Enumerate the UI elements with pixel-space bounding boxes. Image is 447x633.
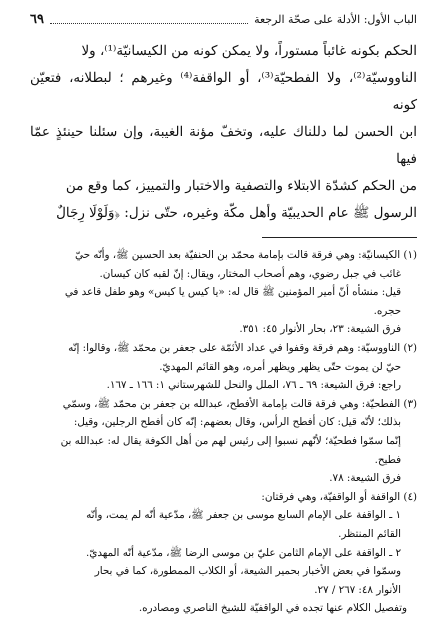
footnote-line: ٢ ـ الواقفة على الإمام الثامن عليّ بن موسى الرضا ﷺ، مدّعية أنّه المهديّ. [85,546,401,559]
footnote-separator [262,237,417,238]
running-header [30,10,417,28]
footnote-line: قيل: منشأه أنّ أمير المؤمنين ﷺ قال له: «يا كيس يا كيس» وهو طفل قاعد في [64,286,401,299]
footnote-line: فرق الشيعة: ٧٨. [329,472,401,485]
footnotes [26,246,417,618]
footnote-line: (٢) الناووسيّة: وهم فرقة وقفوا في عداد الأئمّة على جعفر بن محمّد ﷺ، وقالوا: إنّه [68,341,417,354]
footnote-line: الأنوار ٤٨: ٢٦٧ / ٢٧. [314,583,401,596]
footnote-line: إنّما سمّوا فطحيّة؛ لأنّهم نسبوا إلى رئيس لهم من أهل الكوفة يقال له: عبدالله بن [60,434,401,447]
footnote-line: حيّ لن يموت حتّى يظهر ويظهر أمره، وهو القائم المهديّ. [159,360,401,373]
footnote-line: فطيح. [374,453,401,466]
footnote-line: بذلك؛ لأنّه قيل: كان أفطح الرأس، وقال بعضهم: إنّه كان أفطح الرجلين، وقيل: [73,416,401,429]
footnote-line: حجره. [373,304,401,317]
footnote-line: (١) الكيسانيّة: وهي فرقة قالت بإمامة محمّد بن الحنفيّة بعد الحسين ﷺ، وأنّه حيّ [75,249,417,261]
footnote-line: راجع: فرق الشيعة: ٦٩ ـ ٧٦، الملل والنحل للشهرستاني ١: ١٦٦ ـ ١٦٧. [106,379,401,392]
footnote-line: (٣) الفطحيّة: وهي فرقة قالت بإمامة الأفطح، عبدالله بن جعفر بن محمّد ﷺ، وسمّي [62,397,417,410]
footnote-line: غائب في جبل رضوي، وهم أصحاب المختار، ويقال: إنّ لقبه كان كيسان. [99,267,401,280]
footnote-line: وتفصيل الكلام عنها تجده في الواقفيّة للشيخ الناصري ومصادره. [138,602,407,615]
footnote-line: ١ ـ الواقفة على الإمام السابع موسى بن جعفر ﷺ، مدّعية أنّه لم يمت، وأنّه [86,509,401,522]
header-dot-leader [50,15,248,24]
main-text [30,38,417,227]
footnote-line: القائم المنتظر. [338,527,401,540]
main-text-line: الحكم بكونه غائباً مستوراً، ولا يمكن كونه من الكيسانيّة⁽¹⁾، ولا [81,43,417,59]
footnote-line: (٤) الواقفة أو الواقفيّة، وهي فرقتان: [261,490,417,503]
footnote-line: وسمّوا في بعض الأخبار بحمير الشيعة، أو الكلاب الممطورة، كما في بحار [94,565,401,578]
main-text-line: من الحكم كشدّة الابتلاء والتصفية والاختبار والتمييز، كما وقع من [65,178,417,194]
main-text-line: ابن الحسن لما دللناك عليه، وتخفّ مؤنة الغيبة، وإن سئلنا حينئذٍ عمّا فيها [30,124,417,167]
main-text-line: الناووسيّة⁽²⁾، ولا الفطحيّة⁽³⁾، أو الواقفة⁽⁴⁾ وغيرهم ؛ لبطلانه، فتعيّن كونه [30,70,417,113]
running-title: الباب الأول: الأدلة على صحّة الرجعة [254,12,417,26]
footnote-line: فرق الشيعة: ٢٣، بحار الأنوار ٤٥: ٣٥١. [239,323,401,336]
page-number: ٦٩ [30,11,44,27]
main-text-line: الرسول ﷺ عام الحديبيّة وأهل مكّة وغيره، حتّى نزل: ﴿وَلَوْلَا رِجَالٌ [56,205,417,221]
